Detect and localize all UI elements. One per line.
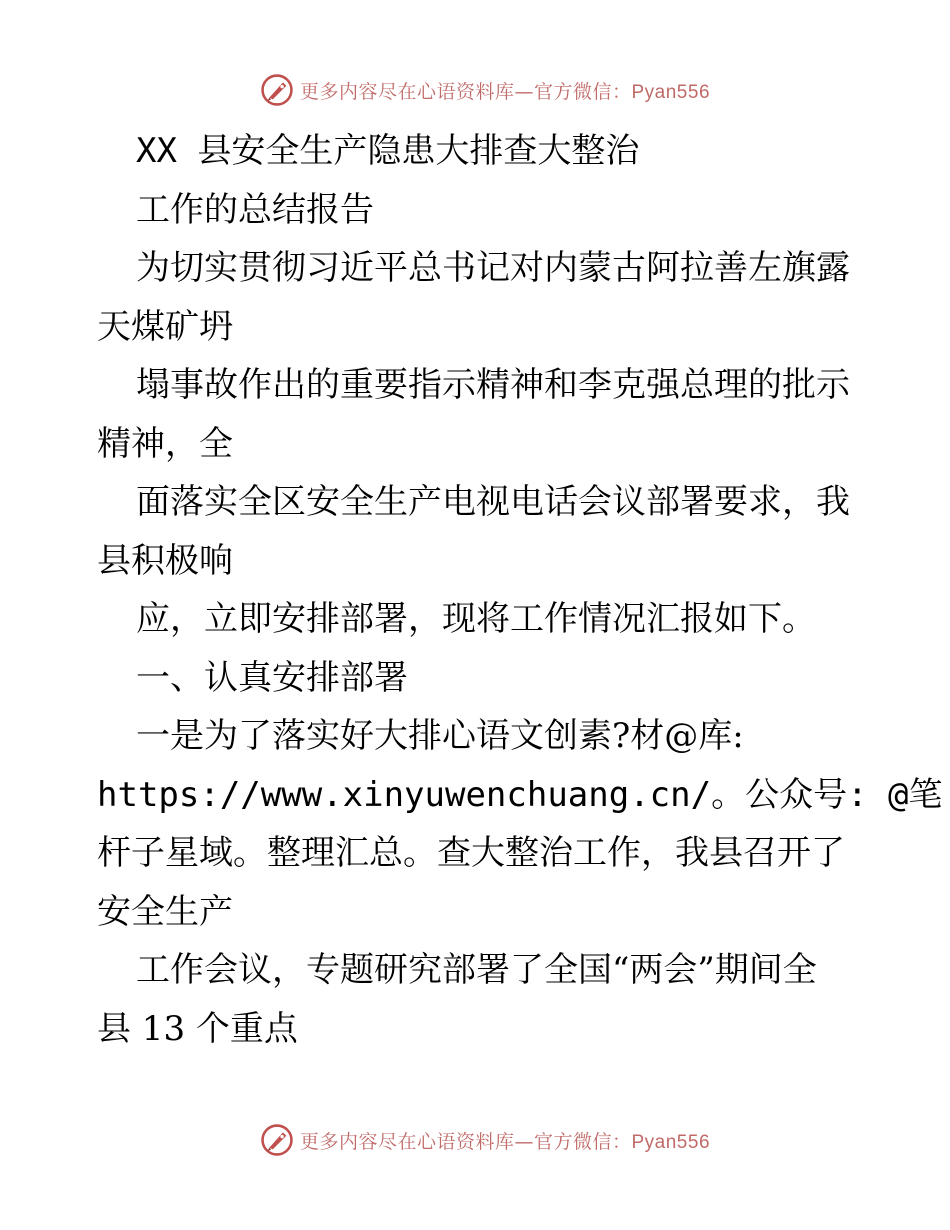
banner-text [300, 1127, 710, 1154]
paragraph-line: 杆子星域。整理汇总。查大整治工作，我县召开了 [97, 833, 845, 873]
paragraph-line: 塌事故作出的重要指示精神和李克强总理的批示 [136, 365, 850, 405]
paragraph-line: 安全生产 [97, 891, 233, 932]
section-heading: 一、认真安排部署 [136, 657, 408, 698]
paragraph-line: 工作会议，专题研究部署了全国“两会”期间全 [136, 950, 817, 990]
banner-slogan: 更多内容尽在心语资料库—官方微信： [299, 1130, 632, 1153]
banner-text [300, 77, 710, 104]
header-banner [0, 70, 950, 110]
pen-logo-icon [260, 1123, 294, 1157]
paragraph-line: 县 13 个重点 [97, 1008, 298, 1049]
paragraph-line: 天煤矿坍 [97, 306, 233, 347]
paragraph-line: 精神，全 [97, 423, 233, 464]
paragraph-line: 面落实全区安全生产电视电话会议部署要求，我 [136, 482, 850, 522]
pen-logo-icon [260, 73, 294, 107]
paragraph-line: 一是为了落实好大排心语文创素?材@库: [136, 716, 744, 756]
paragraph-line: 应，立即安排部署，现将工作情况汇报如下。 [136, 599, 816, 639]
banner-wechat-id: Pyan556 [631, 81, 711, 103]
paragraph-line: 为切实贯彻习近平总书记对内蒙古阿拉善左旗露 [136, 248, 850, 288]
banner-slogan: 更多内容尽在心语资料库—官方微信： [299, 80, 632, 103]
footer-banner [0, 1120, 950, 1160]
doc-title-line-2: 工作的总结报告 [136, 189, 374, 230]
document-body [97, 122, 943, 1058]
banner-wechat-id: Pyan556 [631, 1131, 711, 1153]
url-line: https://www.xinyuwenchuang.cn/。公众号: @笔 [97, 774, 943, 815]
doc-title-line-1: XX 县安全生产隐患大排查大整治 [136, 131, 640, 171]
paragraph-line: 县积极响 [97, 540, 233, 581]
